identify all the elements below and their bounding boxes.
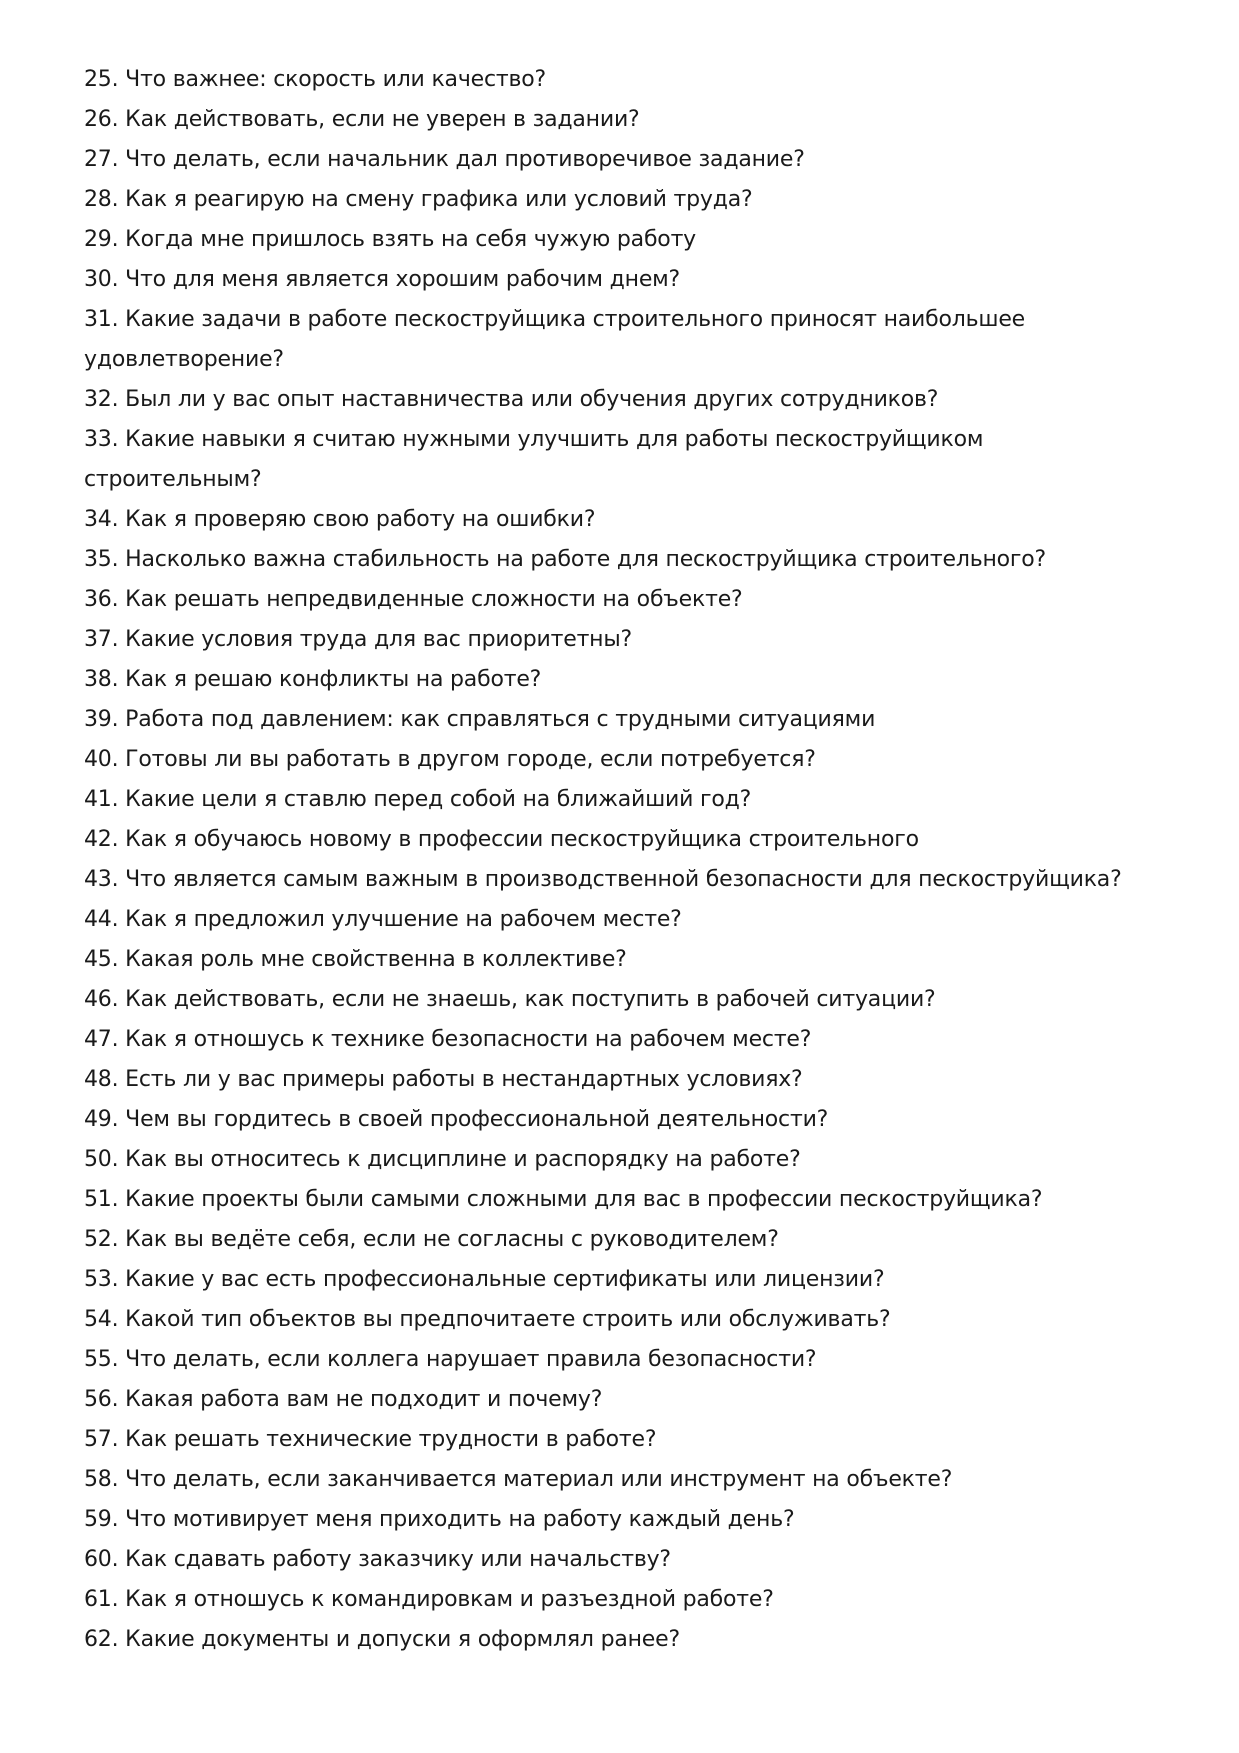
question-item-27: 27. Что делать, если начальник дал противоречивое задание? bbox=[84, 147, 805, 172]
question-item-28: 28. Как я реагирую на смену графика или условий труда? bbox=[84, 187, 753, 212]
question-item-51: 51. Какие проекты были самыми сложными для вас в профессии пескоструйщика? bbox=[84, 1187, 1043, 1212]
question-item-61: 61. Как я отношусь к командировкам и разъездной работе? bbox=[84, 1587, 774, 1612]
question-item-26: 26. Как действовать, если не уверен в задании? bbox=[84, 107, 640, 132]
question-item-32: 32. Был ли у вас опыт наставничества или обучения других сотрудников? bbox=[84, 387, 939, 412]
question-item-35: 35. Насколько важна стабильность на работе для пескоструйщика строительного? bbox=[84, 547, 1047, 572]
question-item-53: 53. Какие у вас есть профессиональные сертификаты или лицензии? bbox=[84, 1267, 885, 1292]
question-item-58: 58. Что делать, если заканчивается материал или инструмент на объекте? bbox=[84, 1467, 953, 1492]
question-item-40: 40. Готовы ли вы работать в другом городе, если потребуется? bbox=[84, 747, 816, 772]
question-item-49: 49. Чем вы гордитесь в своей профессиональной деятельности? bbox=[84, 1107, 829, 1132]
question-item-48: 48. Есть ли у вас примеры работы в нестандартных условиях? bbox=[84, 1067, 803, 1092]
question-item-55: 55. Что делать, если коллега нарушает правила безопасности? bbox=[84, 1347, 817, 1372]
question-item-31: 31. Какие задачи в работе пескоструйщика строительного приносят наибольшее удовлетворение? bbox=[84, 307, 1025, 372]
question-item-47: 47. Как я отношусь к технике безопасности на рабочем месте? bbox=[84, 1027, 812, 1052]
question-item-45: 45. Какая роль мне свойственна в коллективе? bbox=[84, 947, 627, 972]
question-item-33: 33. Какие навыки я считаю нужными улучшить для работы пескоструйщиком строительным? bbox=[84, 427, 984, 492]
question-item-43: 43. Что является самым важным в производственной безопасности для пескоструйщика? bbox=[84, 867, 1122, 892]
question-item-37: 37. Какие условия труда для вас приоритетны? bbox=[84, 627, 633, 652]
question-item-38: 38. Как я решаю конфликты на работе? bbox=[84, 667, 542, 692]
question-item-41: 41. Какие цели я ставлю перед собой на ближайший год? bbox=[84, 787, 752, 812]
question-item-39: 39. Работа под давлением: как справляться с трудными ситуациями bbox=[84, 707, 876, 732]
question-item-50: 50. Как вы относитесь к дисциплине и распорядку на работе? bbox=[84, 1147, 801, 1172]
question-item-36: 36. Как решать непредвиденные сложности на объекте? bbox=[84, 587, 743, 612]
question-item-30: 30. Что для меня является хорошим рабочим днем? bbox=[84, 267, 681, 292]
question-item-46: 46. Как действовать, если не знаешь, как поступить в рабочей ситуации? bbox=[84, 987, 936, 1012]
question-item-56: 56. Какая работа вам не подходит и почему? bbox=[84, 1387, 603, 1412]
question-item-34: 34. Как я проверяю свою работу на ошибки? bbox=[84, 507, 596, 532]
question-item-52: 52. Как вы ведёте себя, если не согласны с руководителем? bbox=[84, 1227, 779, 1252]
question-item-62: 62. Какие документы и допуски я оформлял ранее? bbox=[84, 1627, 680, 1652]
question-item-29: 29. Когда мне пришлось взять на себя чужую работу bbox=[84, 227, 697, 252]
question-item-44: 44. Как я предложил улучшение на рабочем месте? bbox=[84, 907, 682, 932]
question-item-60: 60. Как сдавать работу заказчику или начальству? bbox=[84, 1547, 671, 1572]
question-item-42: 42. Как я обучаюсь новому в профессии пескоструйщика строительного bbox=[84, 827, 919, 852]
question-item-57: 57. Как решать технические трудности в работе? bbox=[84, 1427, 657, 1452]
question-item-25: 25. Что важнее: скорость или качество? bbox=[84, 67, 546, 92]
question-item-54: 54. Какой тип объектов вы предпочитаете строить или обслуживать? bbox=[84, 1307, 891, 1332]
question-item-59: 59. Что мотивирует меня приходить на работу каждый день? bbox=[84, 1507, 795, 1532]
question-list bbox=[84, 60, 1164, 1660]
